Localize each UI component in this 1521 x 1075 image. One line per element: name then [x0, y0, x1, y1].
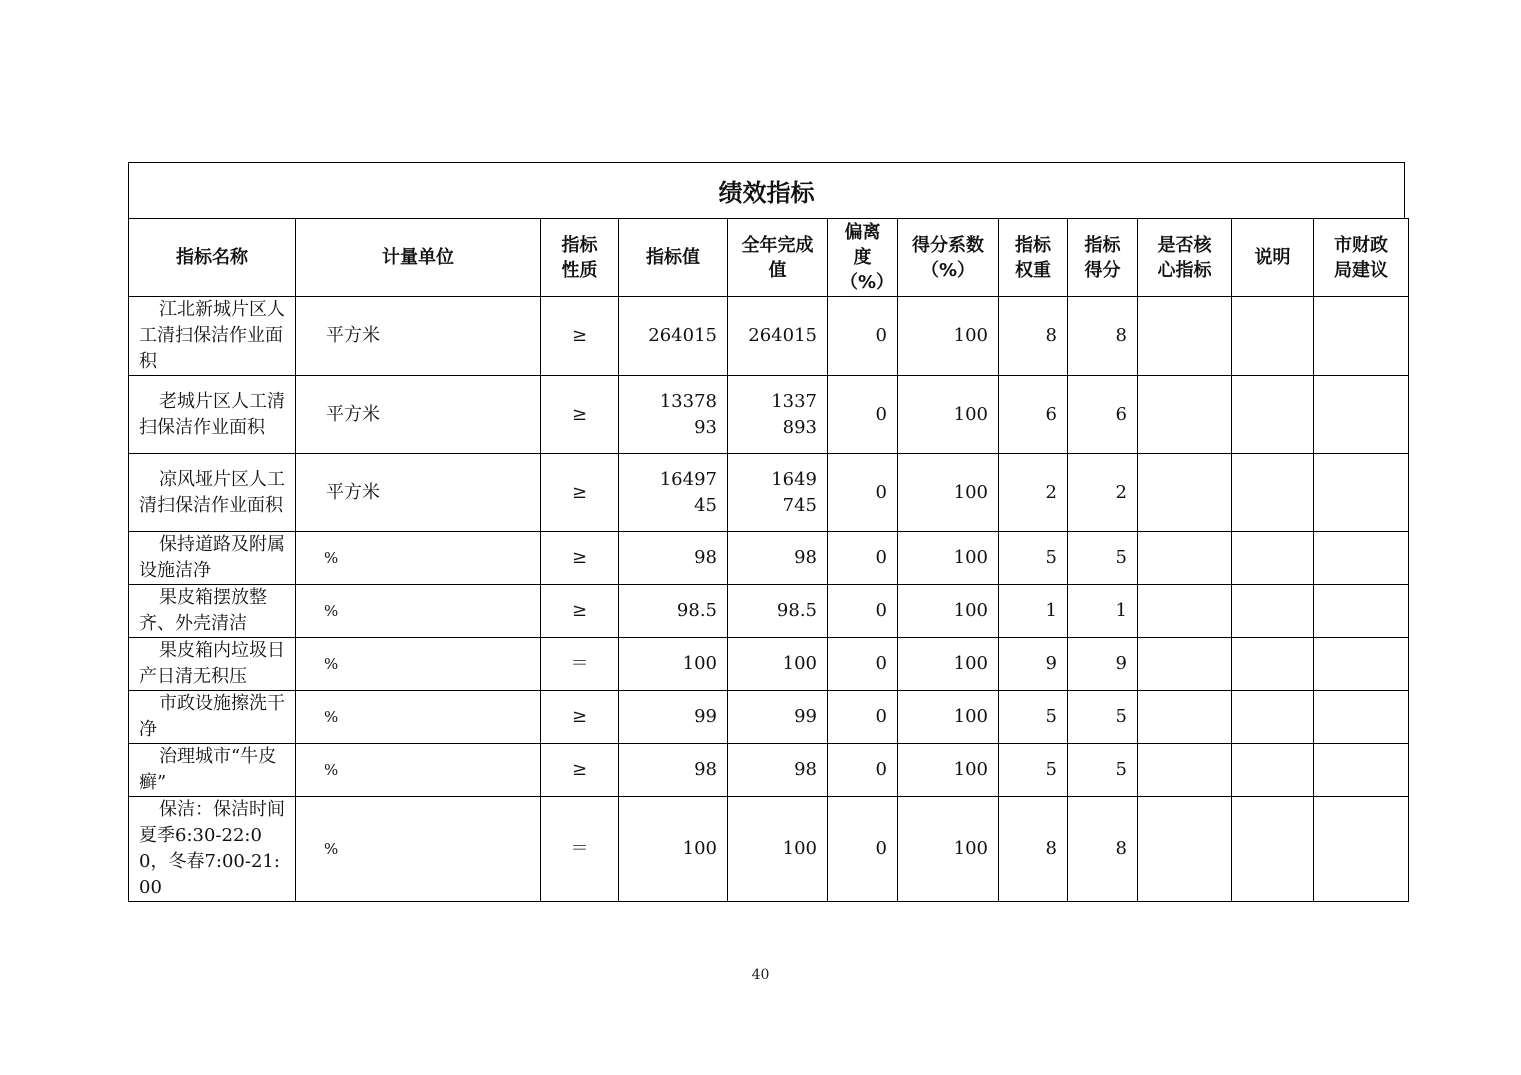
row-score: 8 [1068, 797, 1138, 902]
row-nature: ≥ [541, 532, 619, 585]
row-target-value: 98 [619, 532, 728, 585]
header-finance-advice: 市财政局建议 [1314, 219, 1409, 297]
row-finance-advice [1314, 638, 1409, 691]
header-target-value: 指标值 [619, 219, 728, 297]
table-row [129, 376, 1409, 454]
row-indicator-name: 治理城市“牛皮癣” [129, 744, 296, 797]
row-completed-value: 1649745 [728, 454, 828, 532]
row-weight: 2 [999, 454, 1068, 532]
row-core-indicator [1138, 691, 1232, 744]
row-coefficient: 100 [898, 585, 999, 638]
row-deviation: 0 [828, 532, 898, 585]
table-body [129, 297, 1409, 902]
row-coefficient: 100 [898, 797, 999, 902]
indicator-table [128, 218, 1409, 902]
row-score: 9 [1068, 638, 1138, 691]
header-note: 说明 [1232, 219, 1314, 297]
row-score: 5 [1068, 532, 1138, 585]
row-indicator-name: 凉风垭片区人工清扫保洁作业面积 [129, 454, 296, 532]
row-score: 8 [1068, 297, 1138, 376]
row-coefficient: 100 [898, 691, 999, 744]
row-completed-value: 99 [728, 691, 828, 744]
row-coefficient: 100 [898, 454, 999, 532]
row-note [1232, 691, 1314, 744]
header-row [129, 219, 1409, 297]
table-row [129, 744, 1409, 797]
table-row [129, 454, 1409, 532]
row-deviation: 0 [828, 585, 898, 638]
row-indicator-name: 江北新城片区人工清扫保洁作业面积 [129, 297, 296, 376]
row-deviation: 0 [828, 454, 898, 532]
row-nature: ≥ [541, 376, 619, 454]
row-finance-advice [1314, 297, 1409, 376]
row-weight: 8 [999, 297, 1068, 376]
row-indicator-name: 果皮箱内垃圾日产日清无积压 [129, 638, 296, 691]
row-unit: % [296, 691, 541, 744]
row-unit: % [296, 585, 541, 638]
row-unit: % [296, 532, 541, 585]
row-completed-value: 98 [728, 532, 828, 585]
row-coefficient: 100 [898, 638, 999, 691]
row-weight: 8 [999, 797, 1068, 902]
header-core-indicator: 是否核心指标 [1138, 219, 1232, 297]
row-score: 5 [1068, 744, 1138, 797]
row-coefficient: 100 [898, 297, 999, 376]
table-row [129, 297, 1409, 376]
header-unit: 计量单位 [296, 219, 541, 297]
row-coefficient: 100 [898, 376, 999, 454]
header-weight: 指标权重 [999, 219, 1068, 297]
row-note [1232, 744, 1314, 797]
row-finance-advice [1314, 797, 1409, 902]
row-finance-advice [1314, 532, 1409, 585]
row-note [1232, 297, 1314, 376]
row-indicator-name: 果皮箱摆放整齐、外壳清洁 [129, 585, 296, 638]
row-finance-advice [1314, 585, 1409, 638]
row-target-value: 99 [619, 691, 728, 744]
row-core-indicator [1138, 638, 1232, 691]
row-finance-advice [1314, 454, 1409, 532]
row-coefficient: 100 [898, 532, 999, 585]
row-target-value: 264015 [619, 297, 728, 376]
row-note [1232, 376, 1314, 454]
row-unit: % [296, 744, 541, 797]
row-weight: 5 [999, 744, 1068, 797]
row-nature: ＝ [541, 797, 619, 902]
header-deviation: 偏离度（%） [828, 219, 898, 297]
table-row [129, 585, 1409, 638]
row-deviation: 0 [828, 638, 898, 691]
row-score: 5 [1068, 691, 1138, 744]
row-indicator-name: 老城片区人工清扫保洁作业面积 [129, 376, 296, 454]
row-finance-advice [1314, 744, 1409, 797]
header-indicator-name: 指标名称 [129, 219, 296, 297]
row-note [1232, 585, 1314, 638]
row-nature: ≥ [541, 744, 619, 797]
table-row [129, 638, 1409, 691]
row-core-indicator [1138, 532, 1232, 585]
row-core-indicator [1138, 297, 1232, 376]
row-weight: 1 [999, 585, 1068, 638]
row-completed-value: 98 [728, 744, 828, 797]
row-target-value: 1337893 [619, 376, 728, 454]
row-completed-value: 264015 [728, 297, 828, 376]
row-completed-value: 1337893 [728, 376, 828, 454]
row-indicator-name: 市政设施擦洗干净 [129, 691, 296, 744]
row-unit: 平方米 [296, 454, 541, 532]
row-unit: 平方米 [296, 297, 541, 376]
header-coefficient: 得分系数（%） [898, 219, 999, 297]
row-weight: 5 [999, 532, 1068, 585]
header-score: 指标得分 [1068, 219, 1138, 297]
row-completed-value: 100 [728, 638, 828, 691]
row-note [1232, 454, 1314, 532]
row-unit: 平方米 [296, 376, 541, 454]
row-note [1232, 532, 1314, 585]
row-weight: 9 [999, 638, 1068, 691]
row-deviation: 0 [828, 691, 898, 744]
row-indicator-name: 保持道路及附属设施洁净 [129, 532, 296, 585]
table-title: 绩效指标 [128, 162, 1405, 218]
row-deviation: 0 [828, 297, 898, 376]
row-coefficient: 100 [898, 744, 999, 797]
row-nature: ≥ [541, 454, 619, 532]
row-nature: ≥ [541, 297, 619, 376]
row-core-indicator [1138, 585, 1232, 638]
row-deviation: 0 [828, 744, 898, 797]
row-score: 6 [1068, 376, 1138, 454]
row-target-value: 100 [619, 638, 728, 691]
row-core-indicator [1138, 744, 1232, 797]
row-nature: ≥ [541, 691, 619, 744]
row-deviation: 0 [828, 797, 898, 902]
row-nature: ＝ [541, 638, 619, 691]
row-score: 2 [1068, 454, 1138, 532]
row-core-indicator [1138, 376, 1232, 454]
row-unit: % [296, 638, 541, 691]
table-row [129, 691, 1409, 744]
row-target-value: 1649745 [619, 454, 728, 532]
row-deviation: 0 [828, 376, 898, 454]
row-weight: 6 [999, 376, 1068, 454]
row-completed-value: 100 [728, 797, 828, 902]
table-row [129, 797, 1409, 902]
header-nature: 指标性质 [541, 219, 619, 297]
page-number: 40 [751, 967, 770, 983]
table-row [129, 532, 1409, 585]
header-completed-value: 全年完成值 [728, 219, 828, 297]
row-finance-advice [1314, 376, 1409, 454]
row-note [1232, 638, 1314, 691]
row-target-value: 100 [619, 797, 728, 902]
row-finance-advice [1314, 691, 1409, 744]
row-indicator-name: 保洁：保洁时间夏季6:30-22:00，冬春7:00-21:00 [129, 797, 296, 902]
row-weight: 5 [999, 691, 1068, 744]
performance-indicator-sheet [128, 162, 1408, 902]
row-core-indicator [1138, 454, 1232, 532]
row-completed-value: 98.5 [728, 585, 828, 638]
row-nature: ≥ [541, 585, 619, 638]
row-score: 1 [1068, 585, 1138, 638]
row-target-value: 98 [619, 744, 728, 797]
row-core-indicator [1138, 797, 1232, 902]
row-unit: % [296, 797, 541, 902]
row-note [1232, 797, 1314, 902]
row-target-value: 98.5 [619, 585, 728, 638]
